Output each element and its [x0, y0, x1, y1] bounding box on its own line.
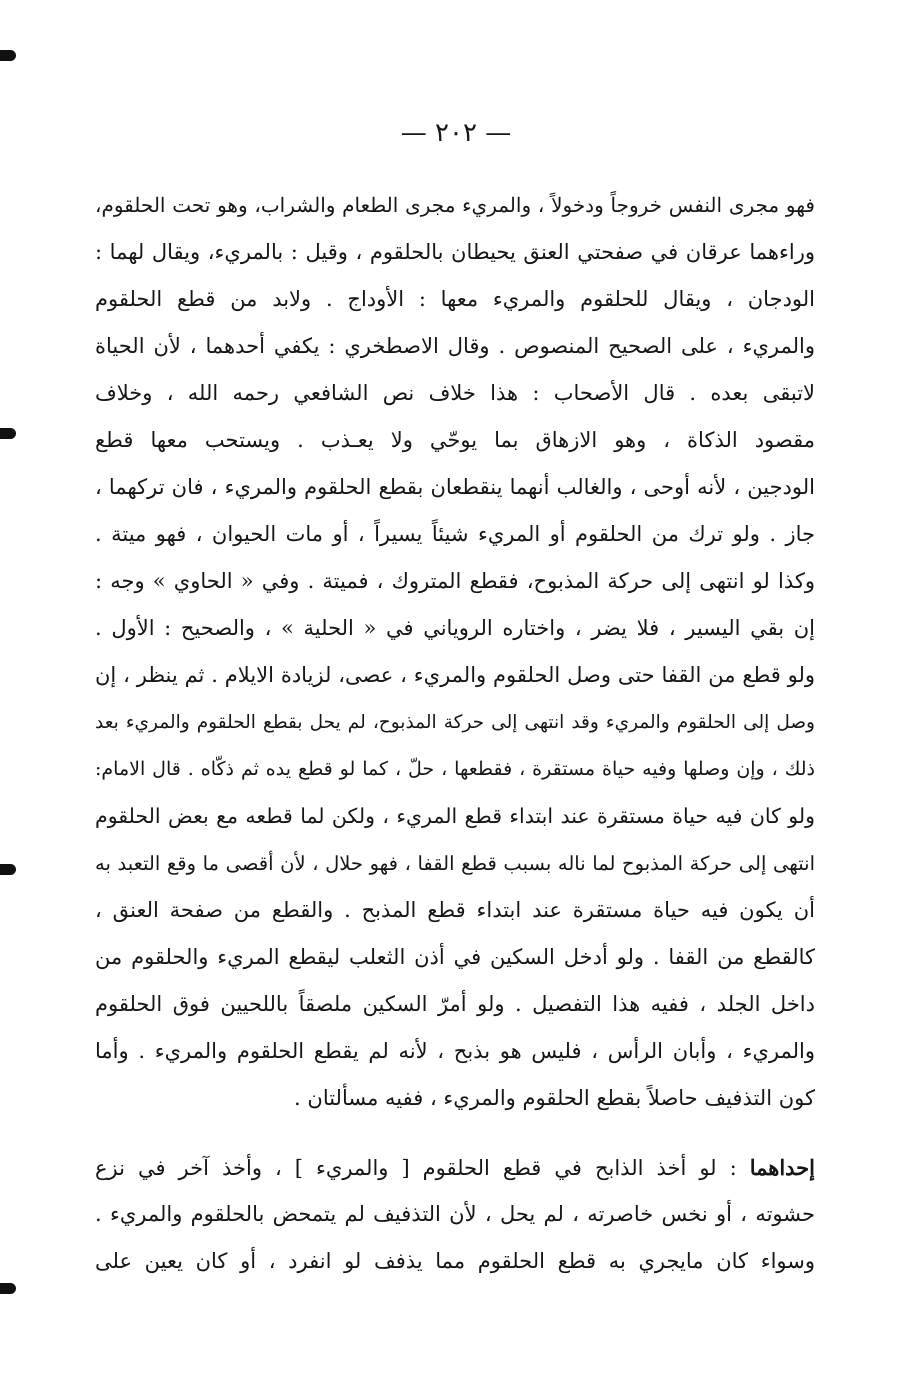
margin-mark	[0, 1283, 16, 1294]
text-line: وصل إلى الحلقوم والمريء وقد انتهى إلى حركة المذبوح، لم يحل بقطع الحلقوم والمريء بعد	[95, 712, 815, 733]
text-line: والمريء ، وأبان الرأس ، فليس هو بذبح ، لأنه لم يقطع الحلقوم والمريء . وأما	[95, 1039, 815, 1063]
text-line: ذلك ، وإن وصلها وفيه حياة مستقرة ، فقطعها ، حلّ ، كما لو قطع يده ثم ذكّاه . قال الامام:	[95, 758, 815, 780]
text-line: وسواء كان مايجري به قطع الحلقوم مما يذفف لو انفرد ، أو كان يعين على	[95, 1249, 815, 1273]
paragraph-1	[95, 182, 815, 1122]
text-line: ولو قطع من القفا حتى وصل الحلقوم والمريء ، عصى، لزيادة الايلام . ثم ينظر ، إن	[95, 663, 815, 687]
text-line: والمريء ، على الصحيح المنصوص . وقال الاصطخري : يكفي أحدهما ، لأن الحياة	[95, 334, 815, 358]
text-line: انتهى إلى حركة المذبوح لما ناله بسبب قطع القفا ، فهو حلال ، لأن أقصى ما وقع التعبد به	[95, 852, 815, 875]
text-line: لاتبقى بعده . قال الأصحاب : هذا خلاف نص الشافعي رحمه الله ، وخلاف	[95, 381, 815, 405]
margin-mark	[0, 50, 16, 61]
text-line: إن بقي اليسير ، فلا يضر ، واختاره الروياني في « الحلية » ، والصحيح : الأول .	[95, 616, 815, 640]
paragraph-gap	[95, 1122, 815, 1144]
text-line: كون التذفيف حاصلاً بقطع الحلقوم والمريء ، ففيه مسألتان .	[294, 1086, 815, 1110]
text-line: داخل الجلد ، ففيه هذا التفصيل . ولو أمرّ السكين ملصقاً باللحيين فوق الحلقوم	[95, 992, 815, 1016]
text-line: وراءهما عرقان في صفحتي العنق يحيطان بالحلقوم ، وقيل : بالمريء، ويقال لهما :	[95, 240, 815, 264]
text-line: كالقطع من القفا . ولو أدخل السكين في أذن الثعلب ليقطع المريء والحلقوم من	[95, 945, 815, 969]
margin-mark	[0, 428, 16, 439]
text-line	[95, 1144, 815, 1191]
text-line: مقصود الذكاة ، وهو الازهاق بما يوحّي ولا يعـذب . ويستحب معها قطع	[95, 428, 815, 452]
text-line: الودجين ، لأنه أوحى ، والغالب أنهما ينقطعان بقطع الحلقوم والمريء ، فان تركهما ،	[95, 475, 815, 499]
text-line: أن يكون فيه حياة مستقرة عند ابتداء قطع المذبح . والقطع من صفحة العنق ،	[95, 898, 815, 922]
text-line: فهو مجرى النفس خروجاً ودخولاً ، والمريء مجرى الطعام والشراب، وهو تحت الحلقوم،	[95, 193, 815, 217]
text-line: حشوته ، أو نخس خاصرته ، لم يحل ، لأن التذفيف لم يتمحض بالحلقوم والمريء .	[95, 1202, 815, 1226]
paragraph-2	[95, 1144, 815, 1285]
text-line: جاز . ولو ترك من الحلقوم أو المريء شيئاً يسيراً ، أو مات الحيوان ، فهو ميتة .	[95, 522, 815, 546]
text-line-rest: : لو أخذ الذابح في قطع الحلقوم [ والمريء ] ، وأخذ آخر في نزع	[95, 1156, 750, 1180]
page-number: — ٢٠٢ —	[400, 118, 512, 148]
body-text	[95, 182, 815, 1285]
margin-mark	[0, 864, 16, 875]
text-line: الودجان ، ويقال للحلقوم والمريء معها : الأوداج . ولابد من قطع الحلقوم	[95, 287, 815, 311]
paragraph-lead-word: إحداهما	[749, 1155, 815, 1180]
text-line: ولو كان فيه حياة مستقرة عند ابتداء قطع المريء ، ولكن لما قطعه مع بعض الحلقوم	[95, 804, 815, 828]
text-line: وكذا لو انتهى إلى حركة المذبوح، فقطع المتروك ، فميتة . وفي « الحاوي » وجه :	[95, 569, 815, 593]
